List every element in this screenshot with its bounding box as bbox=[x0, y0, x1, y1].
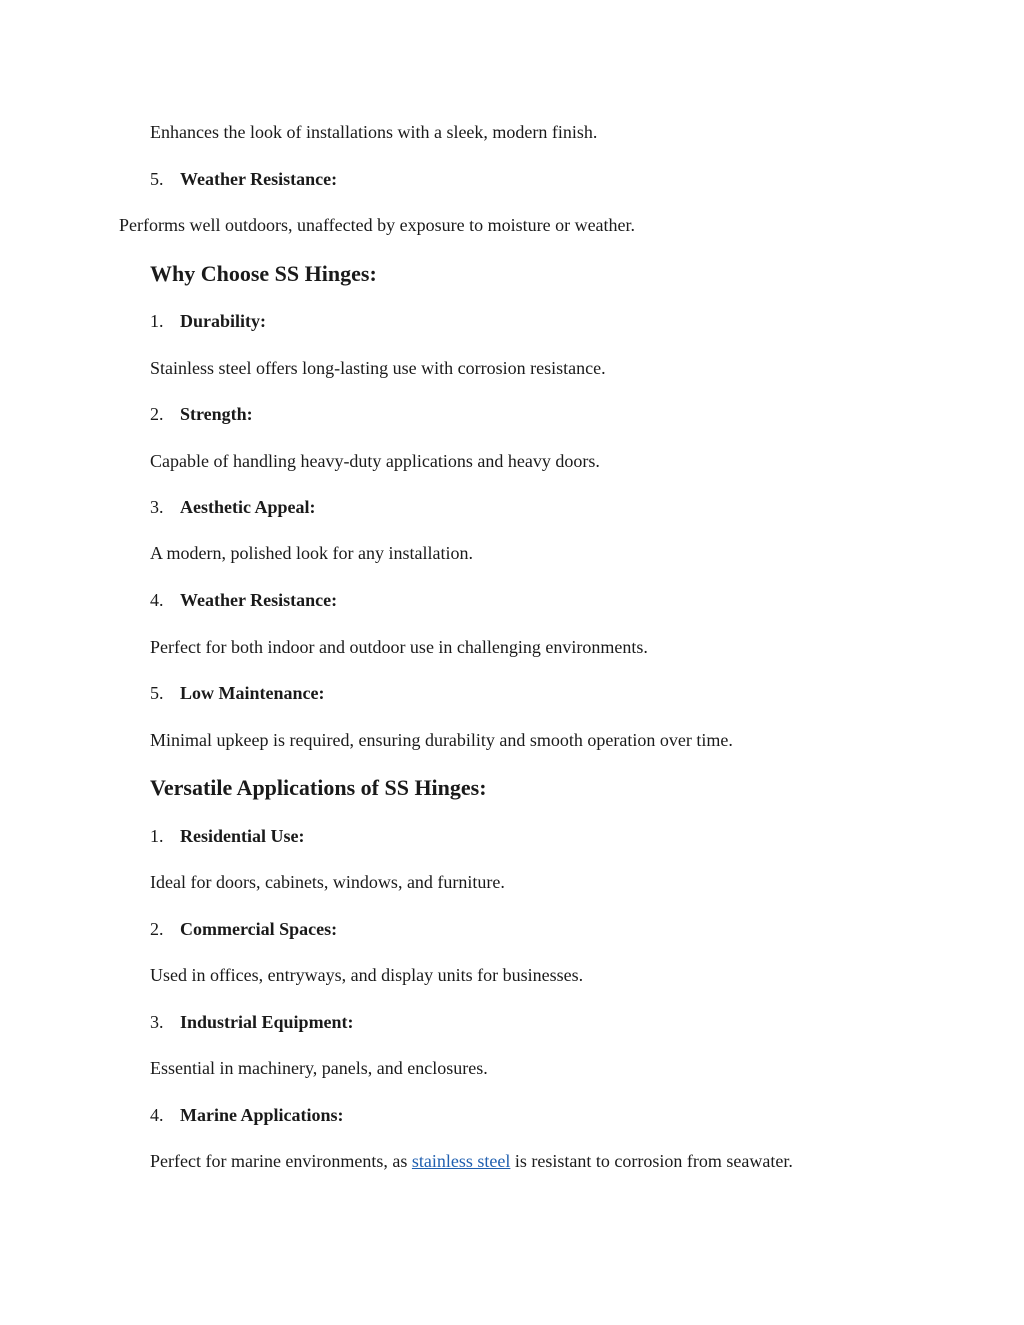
list-label: Marine Applications: bbox=[180, 1105, 344, 1125]
list-item-description: Minimal upkeep is required, ensuring durability and smooth operation over time. bbox=[150, 730, 733, 750]
list-number: 5. bbox=[150, 169, 164, 189]
list-item-low-maintenance bbox=[150, 682, 324, 704]
list-item-description: Ideal for doors, cabinets, windows, and furniture. bbox=[150, 872, 505, 892]
list-item-durability bbox=[150, 310, 266, 332]
list-number: 4. bbox=[150, 590, 164, 610]
list-item-marine-applications bbox=[150, 1104, 344, 1126]
list-label: Aesthetic Appeal: bbox=[180, 497, 316, 517]
list-number: 1. bbox=[150, 311, 164, 331]
list-item-commercial-spaces bbox=[150, 918, 337, 940]
list-item-strength bbox=[150, 403, 253, 425]
description-text: is resistant to corrosion from seawater. bbox=[510, 1151, 793, 1171]
list-item-description: Performs well outdoors, unaffected by exposure to moisture or weather. bbox=[119, 215, 636, 235]
stainless-steel-link[interactable]: stainless steel bbox=[411, 1151, 511, 1171]
list-label: Industrial Equipment: bbox=[180, 1012, 354, 1032]
list-item-description bbox=[150, 1150, 793, 1172]
list-number: 5. bbox=[150, 683, 164, 703]
list-item-weather-resistance-2 bbox=[150, 589, 337, 611]
list-item-description: A modern, polished look for any installation. bbox=[150, 543, 473, 563]
list-item-description: Essential in machinery, panels, and enclosures. bbox=[150, 1058, 488, 1078]
list-label: Low Maintenance: bbox=[180, 683, 325, 703]
list-number: 2. bbox=[150, 919, 164, 939]
description-text: Perfect for marine environments, as bbox=[150, 1151, 412, 1171]
list-label: Residential Use: bbox=[180, 826, 305, 846]
list-label: Weather Resistance: bbox=[180, 169, 338, 189]
list-item-aesthetic-appeal bbox=[150, 496, 315, 518]
list-item-description: Used in offices, entryways, and display units for businesses. bbox=[150, 965, 584, 985]
list-item-description: Stainless steel offers long-lasting use with corrosion resistance. bbox=[150, 358, 606, 378]
list-number: 3. bbox=[150, 497, 164, 517]
list-label: Commercial Spaces: bbox=[180, 919, 338, 939]
intro-paragraph: Enhances the look of installations with a sleek, modern finish. bbox=[150, 122, 598, 142]
list-item-description: Perfect for both indoor and outdoor use in challenging environments. bbox=[150, 637, 648, 657]
section-heading-versatile-applications: Versatile Applications of SS Hinges: bbox=[150, 775, 487, 800]
list-item-industrial-equipment bbox=[150, 1011, 354, 1033]
list-item-weather-resistance bbox=[150, 168, 337, 190]
list-number: 3. bbox=[150, 1012, 164, 1032]
list-number: 2. bbox=[150, 404, 164, 424]
list-item-residential-use bbox=[150, 825, 305, 847]
list-number: 4. bbox=[150, 1105, 164, 1125]
list-item-description: Capable of handling heavy-duty applications and heavy doors. bbox=[150, 451, 600, 471]
list-label: Strength: bbox=[180, 404, 253, 424]
section-heading-why-choose: Why Choose SS Hinges: bbox=[150, 261, 377, 286]
list-label: Durability: bbox=[180, 311, 267, 331]
list-label: Weather Resistance: bbox=[180, 590, 338, 610]
list-number: 1. bbox=[150, 826, 164, 846]
